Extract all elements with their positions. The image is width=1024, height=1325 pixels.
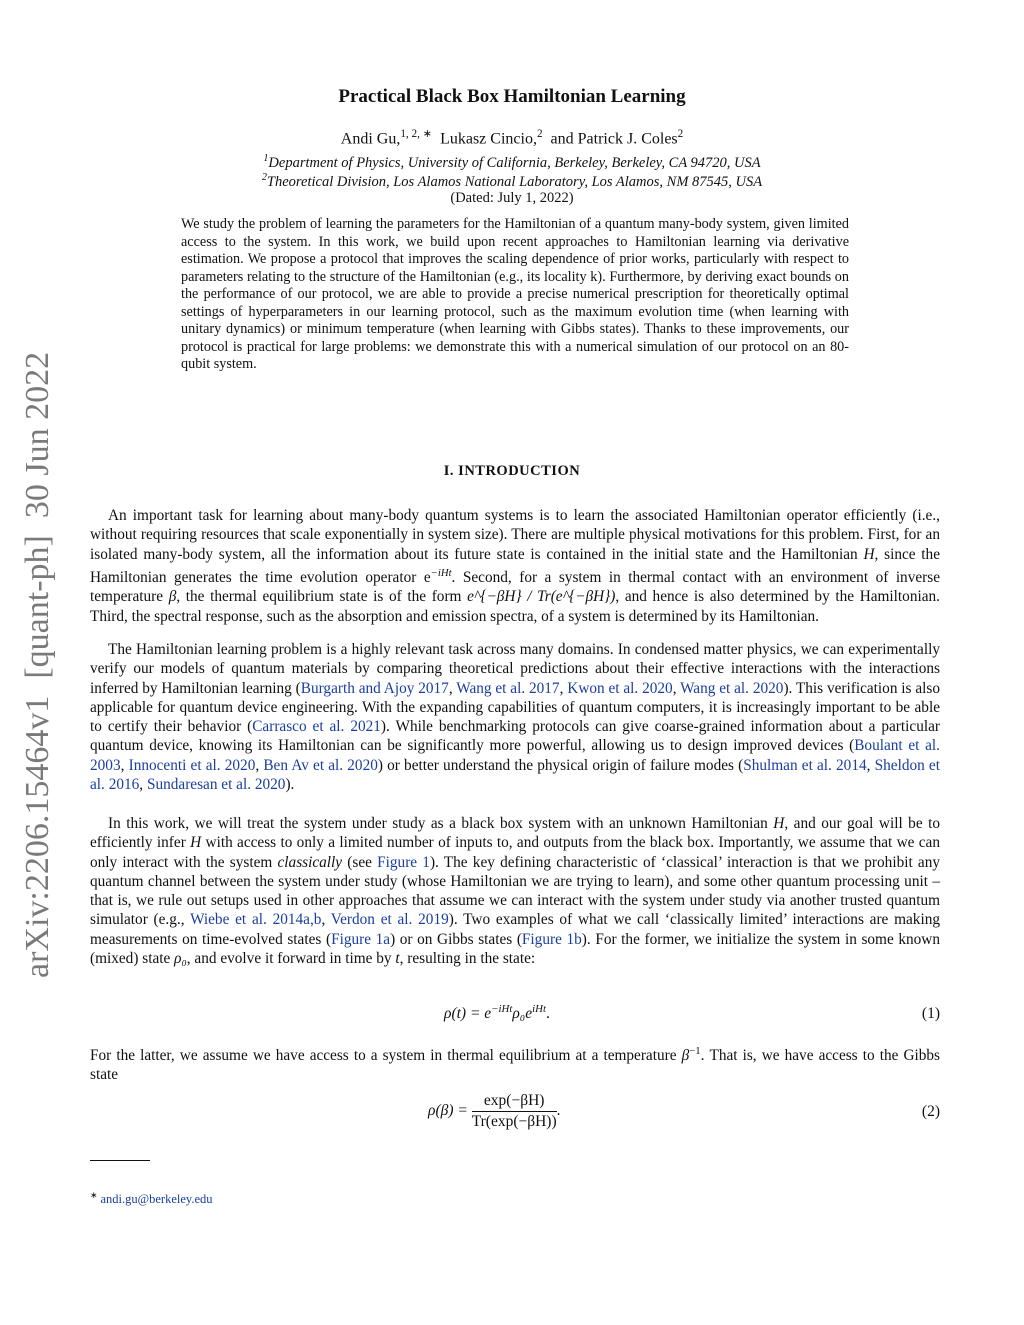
affiliation-marker: 2 [536, 128, 543, 140]
citation-link[interactable]: Burgarth and Ajoy 2017 [300, 679, 449, 697]
affiliation-2: $^2$Theoretical Division, Los Alamos National Laboratory, Los Alamos, NM 87545, USA [261, 172, 763, 190]
citation-link[interactable]: Kwon et al. 2020 [567, 679, 673, 697]
date-line: (Dated: July 1, 2022) [450, 190, 574, 206]
footnote-marker: ∗ [90, 1190, 98, 1200]
paragraph-1: An important task for learning about many-body quantum systems is to learn the associated Hamiltonian operator efficiently (i.e., without requiring resources that scale exponentially in system size). There are multiple physical motivations for this problem. First, for an isolated many-body system, all the information about its future state is contained in the initial state and the Hamiltonian H, since the Hamiltonian generates the time evolution operator $e^{-iHt}$. Second, for a system in thermal contact with an environment of inverse temperature β, the thermal equilibrium state is of the form e^{−βH} / Tr(e^{−βH}), and hence is also determined by the Hamiltonian. Third, the spectral response, such as the absorption and emission spectra, of a system is determined by its Hamiltonian. [90, 507, 940, 625]
section-heading: I. INTRODUCTION [443, 463, 581, 479]
paragraph-2: The Hamiltonian learning problem is a highly relevant task across many domains. In condensed matter physics, we can experimentally verify our models of quantum materials by comparing theoretical predictions about their effective interactions with the interactions inferred by Hamiltonian learning (Burgarth and Ajoy 2017, Wang et al. 2017, Kwon et al. 2020, Wang et al. 2020). This verification is also applicable for quantum device engineering. With the expanding capabilities of quantum computers, it is increasingly important to be able to certify their behavior (Carrasco et al. 2021). While benchmarking protocols can give coarse-grained information about a particular quantum device, knowing its Hamiltonian can be significantly more powerful, allowing us to design improved devices (Boulant et al. 2003, Innocenti et al. 2020, Ben Av et al. 2020) or better understand the physical origin of failure modes (Shulman et al. 2014, Sheldon et al. 2016, Sundaresan et al. 2020). [90, 641, 940, 794]
gibbs-state-expression: e^{−βH} / Tr(e^{−βH}) [467, 588, 616, 606]
paragraph-4: For the latter, we assume we have access to a system in thermal equilibrium at a temperature $\beta^{-1}$. That is, we have access to the Gibbs state [90, 1045, 941, 1084]
citation-link[interactable]: Sundaresan et al. 2020 [146, 776, 286, 794]
citation-link[interactable]: Carrasco et al. 2021 [252, 718, 381, 736]
citation-link[interactable]: Shulman et al. 2014 [743, 756, 867, 774]
equation-1: $\rho(t) = e^{-iHt}\rho_0e^{iHt}$. [444, 1003, 550, 1023]
affiliation-1: $^1$Department of Physics, University of California, Berkeley, Berkeley, CA 94720, USA [263, 153, 761, 171]
citation-link[interactable]: Verdon et al. 2019 [330, 911, 449, 929]
abstract: We study the problem of learning the parameters for the Hamiltonian of a quantum many-body system, given limited access to the system. In this work, we build upon recent approaches to Hamiltonian learning via derivative estimation. We propose a protocol that improves the scaling dependence of prior works, particularly with respect to parameters relating to the structure of the Hamiltonian (e.g., its locality k). Furthermore, by deriving exact bounds on the performance of our protocol, we are able to provide a precise numerical prescription for theoretically optimal settings of hyperparameters in our learning protocol, such as the maximum evolution time (when learning with unitary dynamics) or minimum temperature (when learning with Gibbs states). Thanks to these improvements, our protocol is practical for large problems: we demonstrate this with a numerical simulation of our protocol on an 80-qubit system. [181, 216, 849, 372]
citation-link[interactable]: Innocenti et al. 2020 [128, 756, 256, 774]
paragraph-3: In this work, we will treat the system under study as a black box system with an unknown Hamiltonian H, and our goal will be to efficiently infer H with access to only a limited number of inputs to, and outputs from the black box. Importantly, we assume that we can only interact with the system classically (see Figure 1). The key defining characteristic of ‘classical’ interaction is that we prohibit any quantum channel between the system under study (whose Hamiltonian we are trying to learn), and some other quantum processing unit – that is, we rule out setups used in other approaches that assume we can interact with the system under study via another trusted quantum simulator (e.g., Wiebe et al. 2014a,b, Verdon et al. 2019). Two examples of what we call ‘classically limited’ interactions are making measurements on time-evolved states (Figure 1a) or on Gibbs states (Figure 1b). For the former, we initialize the system in some known (mixed) state ρ₀, and evolve it forward in time by t, resulting in the state: [90, 815, 941, 968]
equation-2-denominator: Tr(exp(−βH)) [471, 1113, 557, 1130]
citation-link[interactable]: Wiebe et al. 2014a,b [190, 911, 322, 929]
arxiv-identifier-stamp [14, 350, 58, 990]
citation-link[interactable]: Ben Av et al. 2020 [263, 756, 378, 774]
footnote-divider [90, 1160, 150, 1161]
arxiv-identifier-text: arXiv:2206.15464v1 [quant-ph] 30 Jun 2022 [19, 351, 56, 978]
paper-title: Practical Black Box Hamiltonian Learning [338, 86, 686, 107]
equation-2: ρ(β) = $\frac{\exp(-\beta H)}{Tr(\exp(-\beta H))}$ . [428, 1092, 561, 1130]
figure-link[interactable]: Figure 1b [521, 930, 582, 948]
footnote [90, 1190, 213, 1207]
citation-link[interactable]: Sheldon et al. 2016 [90, 756, 940, 794]
equation-1-number: (1) [921, 1005, 940, 1022]
affiliation-marker: 2 [677, 128, 684, 140]
figure-link[interactable]: Figure 1a [331, 930, 391, 948]
equation-2-number: (2) [921, 1103, 940, 1120]
citation-link[interactable]: Wang et al. 2017 [456, 679, 560, 697]
citation-link[interactable]: Boulant et al. 2003 [90, 737, 940, 774]
affiliation-marker: 1, 2, ∗ [400, 128, 433, 140]
author-name: Andi Gu, [340, 130, 401, 148]
citation-link[interactable]: Wang et al. 2020 [680, 679, 784, 697]
author-list [0, 127, 1024, 148]
figure-link[interactable]: Figure 1 [377, 853, 430, 871]
equation-2-numerator: exp(−βH) [472, 1092, 557, 1112]
author-email-link[interactable]: andi.gu@berkeley.edu [100, 1192, 213, 1207]
author-name: and Patrick J. Coles [550, 130, 678, 148]
author-name: Lukasz Cincio, [440, 130, 537, 148]
